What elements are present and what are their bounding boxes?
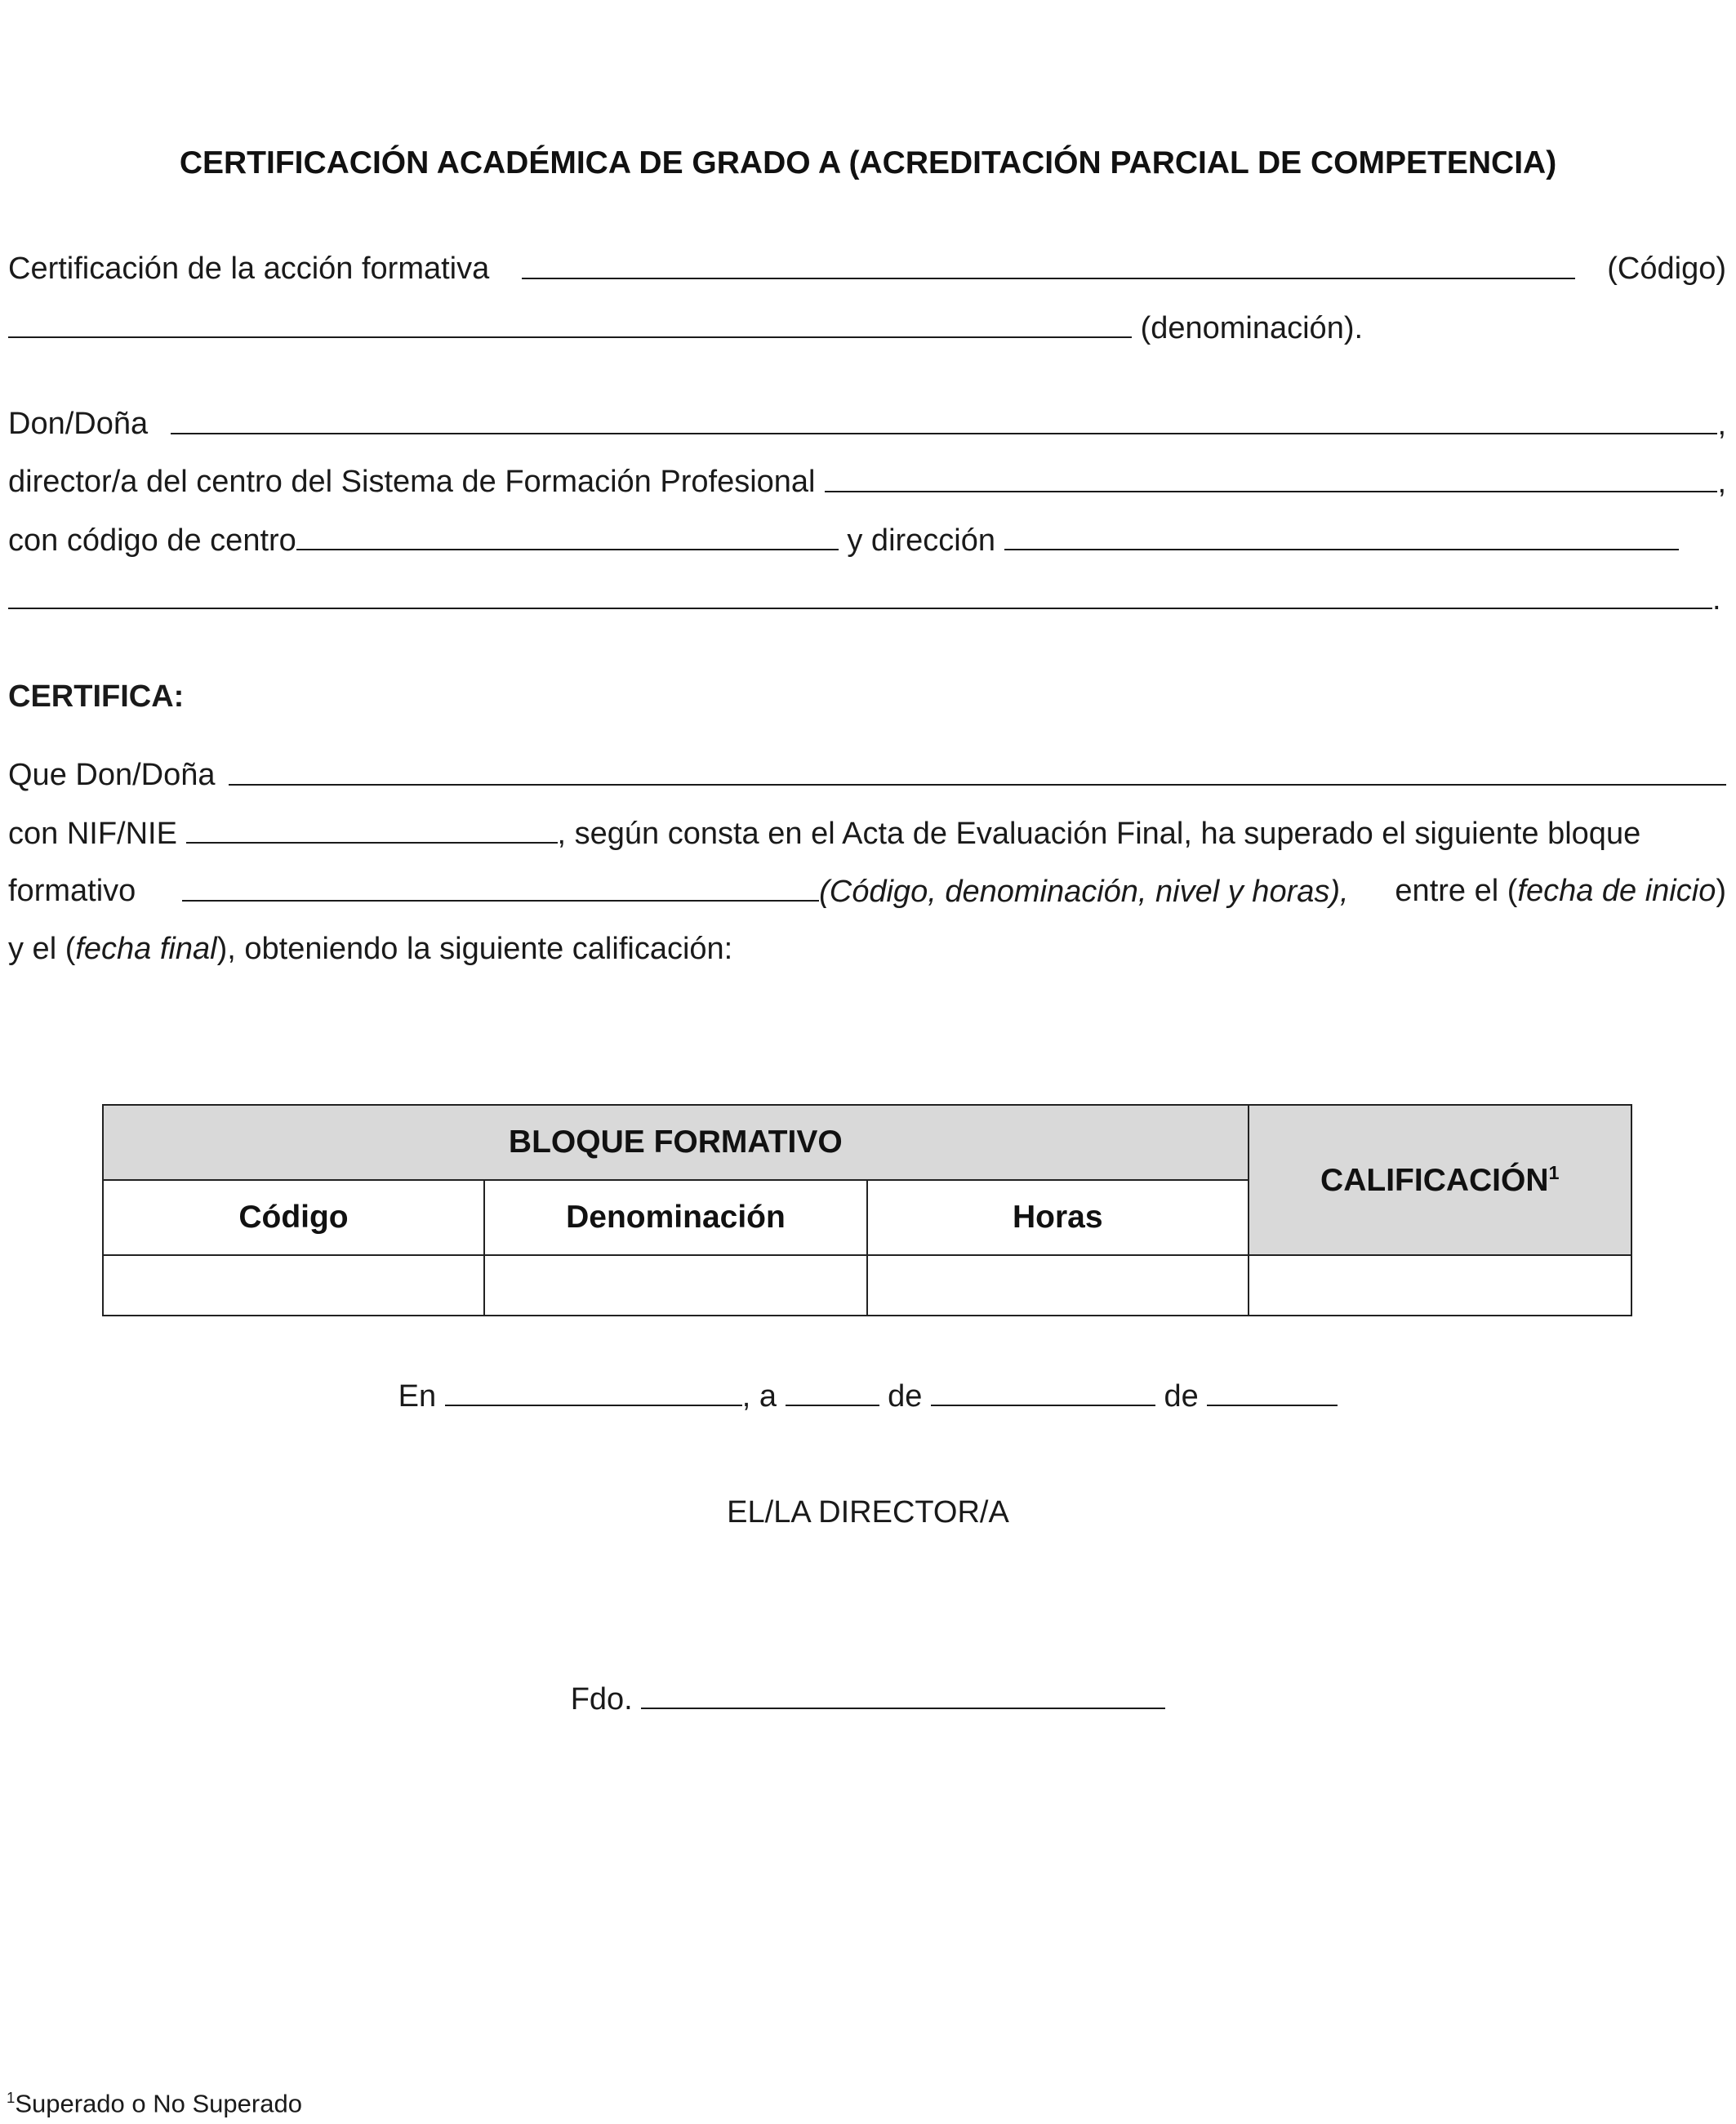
student-name-field[interactable]	[229, 756, 1727, 786]
de-label-2: de	[1164, 1379, 1199, 1414]
accion-denominacion-field[interactable]	[8, 309, 1132, 338]
bloque-formativo-line	[8, 872, 1726, 911]
denominacion-header: Denominación	[484, 1180, 867, 1255]
a-label: , a	[741, 1379, 777, 1414]
director-center-line	[8, 463, 1726, 501]
director-label: director/a del centro del Sistema de Formación Profesional	[8, 465, 816, 499]
accion-denominacion-label: (denominación).	[1140, 311, 1364, 345]
fecha-inicio-text: fecha de inicio	[1517, 874, 1716, 908]
horas-cell[interactable]	[867, 1255, 1249, 1316]
calificacion-header: CALIFICACIÓN$^1$	[1249, 1105, 1631, 1255]
accion-label: Certificación de la acción formativa	[8, 252, 490, 286]
year-field[interactable]	[1207, 1377, 1338, 1406]
footnote	[7, 2089, 302, 2118]
y-el-text: y el (	[8, 932, 76, 966]
accion-codigo-label: (Código)	[1607, 252, 1726, 286]
que-don-label: Que Don/Doña	[8, 758, 216, 792]
center-code-field[interactable]	[296, 521, 839, 550]
certifica-heading: CERTIFICA:	[8, 679, 185, 714]
codigo-nivel-text: (Código, denominación, nivel y horas),	[819, 875, 1349, 909]
nif-field[interactable]	[186, 814, 558, 844]
comma: ,	[1717, 465, 1726, 500]
footnote-number: 1	[7, 2089, 16, 2106]
bloque-formativo-header: BLOQUE FORMATIVO	[103, 1105, 1249, 1180]
don-dona-label: Don/Doña	[8, 407, 149, 441]
signature-field[interactable]	[641, 1680, 1165, 1709]
codigo-header: Código	[103, 1180, 484, 1255]
signature-line	[0, 1680, 1736, 1718]
date-line	[0, 1377, 1736, 1415]
period: .	[1712, 582, 1721, 617]
obteniendo-text: ), obteniendo la siguiente calificación:	[216, 932, 733, 966]
calificacion-cell[interactable]	[1249, 1255, 1631, 1316]
de-label-1: de	[888, 1379, 923, 1414]
accion-formativa-line	[8, 250, 1726, 287]
center-code-line	[8, 521, 1726, 559]
director-name-line	[8, 405, 1726, 443]
en-label: En	[398, 1379, 437, 1414]
segun-text: , según consta en el Acta de Evaluación Final, ha superado el siguiente bloque	[557, 817, 1641, 851]
accion-denominacion-line	[8, 309, 1726, 347]
center-name-field[interactable]	[825, 463, 1717, 492]
formativo-label: formativo	[8, 874, 136, 908]
address-continuation-line	[8, 580, 1726, 618]
entre-text: entre el (	[1395, 874, 1518, 908]
fecha-final-line	[8, 930, 1726, 968]
fecha-final-text: fecha final	[75, 932, 217, 966]
table-row	[103, 1255, 1631, 1316]
table-header-row	[103, 1105, 1631, 1180]
footnote-text: Superado o No Superado	[15, 2089, 302, 2118]
footnote-ref: 1	[1548, 1161, 1560, 1183]
close-paren: )	[1716, 874, 1726, 908]
horas-header: Horas	[867, 1180, 1249, 1255]
bloque-field[interactable]	[182, 872, 819, 902]
nif-line	[8, 814, 1726, 853]
address-label: y dirección	[847, 523, 996, 558]
document-title: CERTIFICACIÓN ACADÉMICA DE GRADO A (ACREDITACIÓN PARCIAL DE COMPETENCIA)	[179, 145, 1557, 180]
address-continuation-field[interactable]	[8, 580, 1712, 609]
month-field[interactable]	[931, 1377, 1155, 1406]
grades-table	[102, 1104, 1632, 1316]
center-code-label: con código de centro	[8, 523, 296, 558]
director-signature-title: EL/LA DIRECTOR/A	[727, 1495, 1009, 1530]
address-field[interactable]	[1004, 521, 1679, 550]
nif-label: con NIF/NIE	[8, 817, 177, 851]
denominacion-cell[interactable]	[484, 1255, 867, 1316]
fdo-label: Fdo.	[570, 1682, 633, 1717]
place-field[interactable]	[445, 1377, 742, 1406]
codigo-cell[interactable]	[103, 1255, 484, 1316]
director-name-field[interactable]	[171, 405, 1717, 434]
accion-codigo-field[interactable]	[522, 250, 1575, 279]
comma: ,	[1717, 407, 1726, 442]
day-field[interactable]	[786, 1377, 879, 1406]
student-name-line	[8, 756, 1726, 794]
